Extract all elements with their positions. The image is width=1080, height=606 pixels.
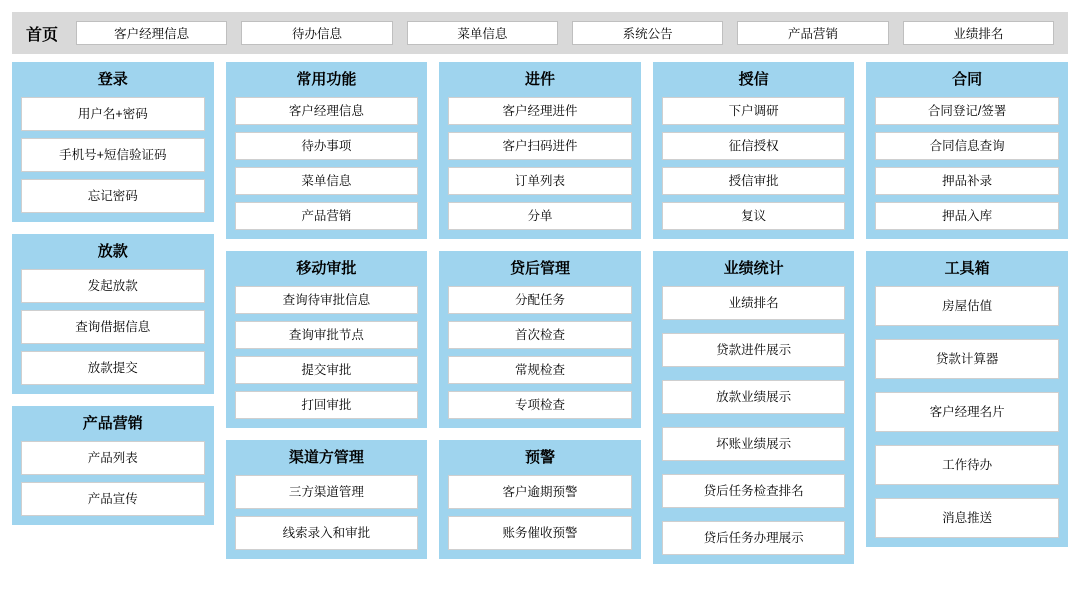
feature-item[interactable]: 账务催收预警 xyxy=(448,516,632,550)
feature-card-item-list xyxy=(21,269,205,385)
feature-card xyxy=(12,406,214,525)
feature-card-title: 合同 xyxy=(952,71,983,88)
feature-card-item-list xyxy=(235,286,419,419)
feature-item[interactable]: 提交审批 xyxy=(235,356,419,384)
top-nav-item[interactable]: 待办信息 xyxy=(241,21,392,45)
feature-card-item-list xyxy=(21,441,205,516)
feature-card xyxy=(226,62,428,239)
feature-card-title: 业绩统计 xyxy=(723,260,784,277)
feature-item[interactable]: 产品宣传 xyxy=(21,482,205,516)
feature-card-title: 放款 xyxy=(97,243,128,260)
feature-item[interactable]: 常规检查 xyxy=(448,356,632,384)
feature-column xyxy=(12,62,214,564)
feature-card xyxy=(653,62,855,239)
page-title: 首页 xyxy=(26,26,59,44)
feature-item[interactable]: 客户经理名片 xyxy=(875,392,1059,432)
feature-card-item-list xyxy=(875,97,1059,230)
feature-item[interactable]: 客户经理信息 xyxy=(235,97,419,125)
feature-card xyxy=(866,62,1068,239)
feature-item[interactable]: 客户扫码进件 xyxy=(448,132,632,160)
feature-item[interactable]: 贷后任务检查排名 xyxy=(662,474,846,508)
feature-item[interactable]: 查询审批节点 xyxy=(235,321,419,349)
feature-item[interactable]: 用户名+密码 xyxy=(21,97,205,131)
feature-item[interactable]: 房屋估值 xyxy=(875,286,1059,326)
feature-item[interactable]: 分配任务 xyxy=(448,286,632,314)
feature-card xyxy=(226,440,428,559)
feature-item[interactable]: 贷后任务办理展示 xyxy=(662,521,846,555)
feature-column xyxy=(653,62,855,564)
feature-card-title: 贷后管理 xyxy=(509,260,570,277)
feature-card-item-list xyxy=(21,97,205,213)
feature-item[interactable]: 坏账业绩展示 xyxy=(662,427,846,461)
feature-column-grid xyxy=(12,62,1068,564)
feature-item[interactable]: 放款业绩展示 xyxy=(662,380,846,414)
feature-item[interactable]: 首次检查 xyxy=(448,321,632,349)
top-nav-item[interactable]: 菜单信息 xyxy=(407,21,558,45)
feature-item[interactable]: 分单 xyxy=(448,202,632,230)
feature-item[interactable]: 产品列表 xyxy=(21,441,205,475)
feature-card xyxy=(439,251,641,428)
feature-card-item-list xyxy=(448,286,632,419)
feature-item[interactable]: 合同信息查询 xyxy=(875,132,1059,160)
feature-card xyxy=(12,62,214,222)
feature-item[interactable]: 三方渠道管理 xyxy=(235,475,419,509)
feature-item[interactable]: 业绩排名 xyxy=(662,286,846,320)
feature-card-title: 授信 xyxy=(738,71,769,88)
feature-column xyxy=(439,62,641,564)
feature-item[interactable]: 产品营销 xyxy=(235,202,419,230)
feature-item[interactable]: 下户调研 xyxy=(662,97,846,125)
feature-card xyxy=(439,62,641,239)
feature-item[interactable]: 手机号+短信验证码 xyxy=(21,138,205,172)
feature-card-title: 渠道方管理 xyxy=(288,449,364,466)
feature-item[interactable]: 发起放款 xyxy=(21,269,205,303)
feature-item[interactable]: 查询借据信息 xyxy=(21,310,205,344)
feature-column xyxy=(866,62,1068,564)
feature-card xyxy=(653,251,855,564)
feature-column xyxy=(226,62,428,564)
feature-card-title: 预警 xyxy=(524,449,555,466)
feature-card xyxy=(439,440,641,559)
feature-item[interactable]: 合同登记/签署 xyxy=(875,97,1059,125)
feature-card-item-list xyxy=(235,97,419,230)
feature-card-item-list xyxy=(875,286,1059,538)
feature-item[interactable]: 待办事项 xyxy=(235,132,419,160)
feature-card-title: 产品营销 xyxy=(82,415,143,432)
feature-item[interactable]: 客户逾期预警 xyxy=(448,475,632,509)
feature-item[interactable]: 授信审批 xyxy=(662,167,846,195)
feature-item[interactable]: 线索录入和审批 xyxy=(235,516,419,550)
feature-card-item-list xyxy=(662,97,846,230)
feature-item[interactable]: 放款提交 xyxy=(21,351,205,385)
feature-item[interactable]: 贷款进件展示 xyxy=(662,333,846,367)
top-nav-items xyxy=(76,21,1054,45)
feature-card xyxy=(866,251,1068,547)
top-nav-item[interactable]: 系统公告 xyxy=(572,21,723,45)
top-navigation-bar xyxy=(12,12,1068,54)
feature-card-title: 常用功能 xyxy=(296,71,357,88)
feature-item[interactable]: 打回审批 xyxy=(235,391,419,419)
feature-card-item-list xyxy=(448,475,632,550)
feature-item[interactable]: 征信授权 xyxy=(662,132,846,160)
feature-item[interactable]: 忘记密码 xyxy=(21,179,205,213)
feature-card-title: 工具箱 xyxy=(944,260,990,277)
feature-card-item-list xyxy=(448,97,632,230)
feature-item[interactable]: 押品补录 xyxy=(875,167,1059,195)
feature-item[interactable]: 贷款计算器 xyxy=(875,339,1059,379)
feature-card xyxy=(226,251,428,428)
top-nav-item[interactable]: 产品营销 xyxy=(737,21,888,45)
feature-card-title: 登录 xyxy=(97,71,128,88)
feature-card-title: 移动审批 xyxy=(296,260,357,277)
feature-item[interactable]: 复议 xyxy=(662,202,846,230)
feature-item[interactable]: 查询待审批信息 xyxy=(235,286,419,314)
feature-card-title: 进件 xyxy=(524,71,555,88)
feature-card-item-list xyxy=(662,286,846,555)
top-nav-item[interactable]: 业绩排名 xyxy=(903,21,1054,45)
feature-item[interactable]: 工作待办 xyxy=(875,445,1059,485)
top-nav-item[interactable]: 客户经理信息 xyxy=(76,21,227,45)
feature-item[interactable]: 专项检查 xyxy=(448,391,632,419)
feature-item[interactable]: 客户经理进件 xyxy=(448,97,632,125)
feature-item[interactable]: 订单列表 xyxy=(448,167,632,195)
feature-item[interactable]: 押品入库 xyxy=(875,202,1059,230)
feature-card xyxy=(12,234,214,394)
feature-item[interactable]: 菜单信息 xyxy=(235,167,419,195)
feature-card-item-list xyxy=(235,475,419,550)
feature-item[interactable]: 消息推送 xyxy=(875,498,1059,538)
